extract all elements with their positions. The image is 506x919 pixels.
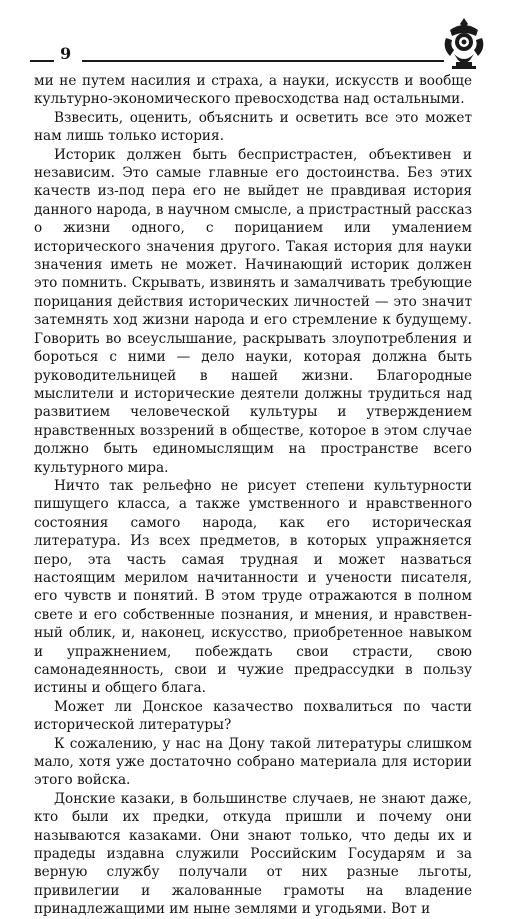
- paragraph: Может ли Донское казачество похвалиться по части исторической литературы?: [34, 698, 472, 734]
- page-number: 9: [60, 44, 72, 63]
- paragraph: Ничто так рельефно не рисует степени культурности пишущего класса, а также умственного и нравственного состояния самого народа, как его историческая литература. Из всех предметов, в которых упражняется перо, эта часть самая трудная и может назваться настоящим мерилом начитанности и учености писателя, его чувств и понятий. В этом труде отражаются в полном свете и его собственные познания, и мнения, и нравственный облик, и, наконец, искусство, приобретенное навыком и упражнением, побеждать свои страсти, свою самонадеянность, свои и чужие предрассудки в пользу истины и общего блага.: [34, 477, 472, 697]
- paragraph: ми не путем насилия и страха, а науки, искусств и вообще культурно-экономического превосходства над остальными.: [34, 73, 472, 108]
- header-rule: [82, 60, 444, 62]
- crest-ornament-icon: [440, 16, 488, 70]
- page-header: [30, 38, 478, 68]
- paragraph: Историк должен быть беспристрастен, объективен и независим. Это самые главные его достоинства. Без этих качеств из-под пера его не выйдет не правдивая история данного народа, в научном смысле, а пристрастный рассказ о жизни одного, с порицанием или умалением исторического значения другого. Такая история для науки значения иметь не может. Начинающий историк должен это помнить. Скрывать, извинять и замалчивать требующие порицания действия исторических личностей — это значит затемнять ход жизни народа и его стремление к будущему. Говорить во всеуслышание, раскрывать злоупотребления и бороться с ними — дело науки, которая должна быть руководительницей в нашей жизни. Благородные мыслители и исторические деятели должны трудиться над развитием человеческой культуры и утверждением нравственных воззрений в обществе, которое в этом случае должно быть единомыслящим на пространстве всего культурного мира.: [34, 146, 472, 476]
- header-rule-left: [30, 60, 54, 62]
- paragraph: К сожалению, у нас на Дону такой литературы слишком мало, хотя уже достаточно собрано материала для истории этого войска.: [34, 735, 472, 789]
- paragraph: Взвесить, оценить, объяснить и осветить все это может нам лишь только история.: [34, 109, 472, 145]
- paragraph: Донские казаки, в большинстве случаев, не знают даже, кто были их предки, откуда пришли и почему они называются казаками. Они знают только, что деды их и прадеды издавна служили Российским Государям и за верную службу получали от них разные льготы, привилегии и жалованные грамоты на владение принадлежащими им ныне землями и угодьями. Вот и: [34, 790, 472, 918]
- body-text: [34, 72, 472, 919]
